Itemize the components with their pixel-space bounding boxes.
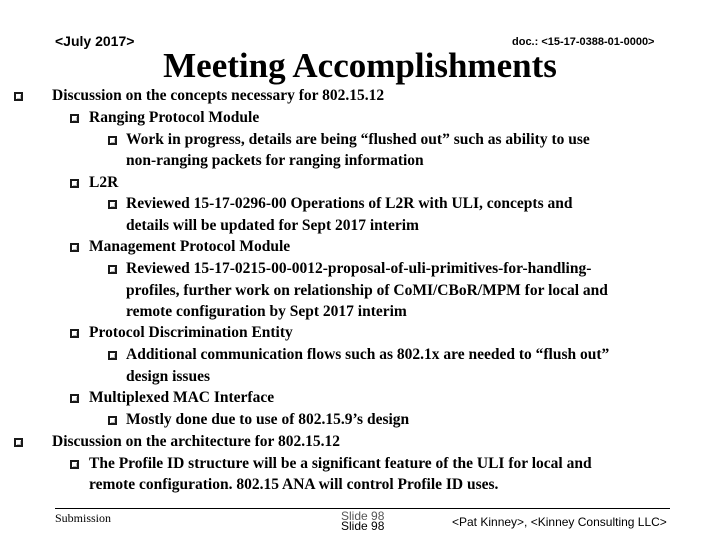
slide-number-ghost: Slide 98 bbox=[341, 509, 385, 523]
footer-submission: Submission bbox=[55, 511, 112, 525]
line-2: Work in progress, details are being “flushed out” such as ability to use bbox=[126, 131, 590, 148]
bullet-14 bbox=[70, 394, 79, 403]
header-date: <July 2017> bbox=[55, 33, 135, 49]
line-13: design issues bbox=[126, 368, 210, 385]
bullet-17 bbox=[70, 460, 79, 469]
line-0: Discussion on the concepts necessary for 802.15.12 bbox=[52, 87, 385, 104]
line-11: Protocol Discrimination Entity bbox=[89, 324, 293, 341]
bullet-4 bbox=[70, 179, 79, 188]
line-18: remote configuration. 802.15 ANA will control Profile ID uses. bbox=[89, 476, 499, 493]
line-4: L2R bbox=[89, 174, 119, 191]
bullet-7 bbox=[70, 243, 79, 252]
line-8: Reviewed 15-17-0215-00-0012-proposal-of-uli-primitives-for-handling- bbox=[126, 260, 592, 277]
bullet-15 bbox=[108, 416, 117, 425]
line-16: Discussion on the architecture for 802.15.12 bbox=[52, 433, 341, 450]
bullet-5 bbox=[108, 200, 117, 209]
bullet-8 bbox=[108, 265, 117, 274]
line-9: profiles, further work on relationship of CoMI/CBoR/MPM for local and bbox=[126, 282, 608, 299]
bullet-12 bbox=[108, 351, 117, 360]
bullet-1 bbox=[70, 114, 79, 123]
line-10: remote configuration by Sept 2017 interim bbox=[126, 303, 407, 320]
line-1: Ranging Protocol Module bbox=[89, 109, 260, 126]
line-7: Management Protocol Module bbox=[89, 238, 291, 255]
footer-slide-number bbox=[341, 511, 384, 531]
bullet-2 bbox=[108, 136, 117, 145]
line-14: Multiplexed MAC Interface bbox=[89, 389, 275, 406]
line-3: non-ranging packets for ranging information bbox=[126, 152, 424, 169]
line-5: Reviewed 15-17-0296-00 Operations of L2R with ULI, concepts and bbox=[126, 195, 573, 212]
bullet-0 bbox=[14, 92, 23, 101]
slide-number: Slide 98 bbox=[341, 519, 385, 533]
header-doc-number: doc.: <15-17-0388-01-0000> bbox=[512, 36, 655, 48]
bullet-11 bbox=[70, 329, 79, 338]
line-6: details will be updated for Sept 2017 interim bbox=[126, 217, 419, 234]
line-12: Additional communication flows such as 802.1x are needed to “flush out” bbox=[126, 346, 610, 363]
line-15: Mostly done due to use of 802.15.9’s design bbox=[126, 411, 410, 428]
slide-title: Meeting Accomplishments bbox=[163, 46, 557, 85]
bullet-16 bbox=[14, 438, 23, 447]
line-17: The Profile ID structure will be a significant feature of the ULI for local and bbox=[89, 455, 592, 472]
footer-author: <Pat Kinney>, <Kinney Consulting LLC> bbox=[452, 515, 667, 529]
